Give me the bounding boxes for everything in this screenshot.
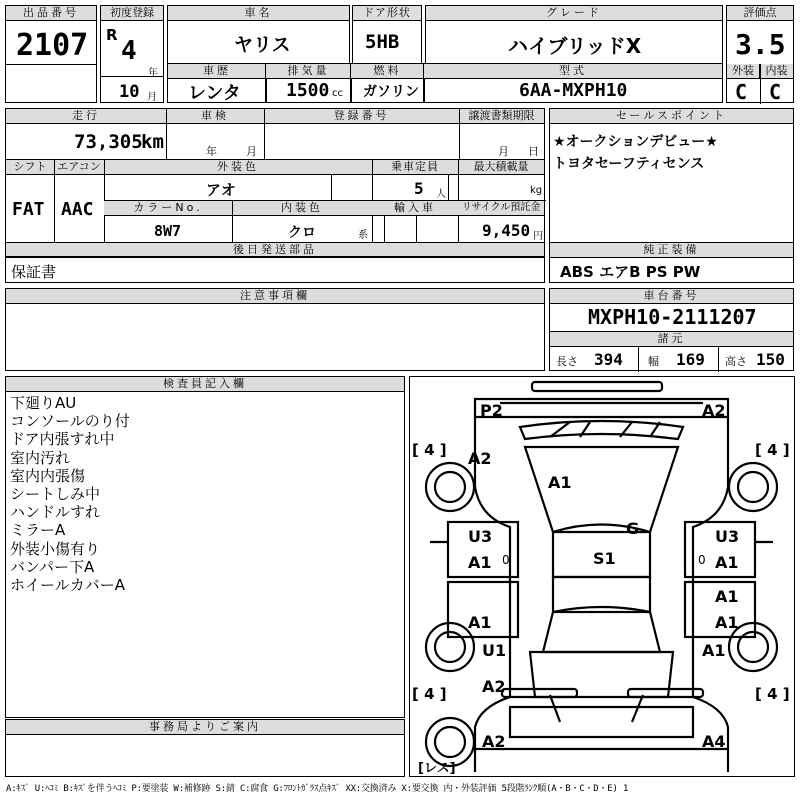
recycle-label: リサイクル預託金 bbox=[458, 201, 544, 216]
hei-value: 150 bbox=[756, 350, 785, 369]
spare-tire: [レス] bbox=[418, 761, 456, 776]
car-outline bbox=[410, 377, 793, 775]
office-label: 事務局よりご案内 bbox=[6, 720, 404, 735]
grade-label: グレード bbox=[426, 6, 722, 21]
history-label: 車歴 bbox=[168, 64, 266, 79]
name-label: 車名 bbox=[168, 6, 349, 21]
lot-label: 出品番号 bbox=[6, 6, 96, 21]
ext-grade: C bbox=[735, 80, 748, 104]
transfer-day: 日 bbox=[528, 145, 539, 158]
mileage-unit: km bbox=[141, 131, 164, 153]
recycle-value: 9,450 bbox=[482, 221, 531, 240]
colorno-value: 8W7 bbox=[154, 222, 182, 240]
inspect-year: 年 bbox=[206, 145, 217, 158]
damage-mark: A2 bbox=[702, 401, 726, 420]
disp-unit: cc bbox=[332, 88, 343, 99]
damage-mark: U1 bbox=[482, 641, 507, 660]
disp-value: 1500 bbox=[286, 80, 330, 101]
wid-value: 169 bbox=[676, 350, 705, 369]
tire-depth: [ 4 ] bbox=[755, 441, 790, 459]
damage-mark: A1 bbox=[715, 553, 739, 572]
sales-line-2: トヨタセーフティセンス bbox=[553, 156, 705, 172]
equip-value: ABS エアB PS PW bbox=[560, 263, 701, 281]
car-name: ヤリス bbox=[234, 34, 291, 56]
door-type: 5HB bbox=[365, 31, 400, 53]
chassis-box bbox=[549, 288, 794, 371]
ac-label: エアコン bbox=[54, 160, 104, 175]
tire-depth: [ 4 ] bbox=[755, 685, 790, 703]
inspector-line: コンソールのり付 bbox=[10, 412, 130, 431]
fuel-label: 燃料 bbox=[351, 64, 424, 79]
car-diagram bbox=[409, 376, 795, 777]
inspector-line: ドア内張すれ中 bbox=[10, 430, 115, 449]
lot-number: 2107 bbox=[16, 28, 89, 63]
equip-label: 純正装備 bbox=[550, 243, 793, 258]
name-box bbox=[167, 5, 350, 65]
load-label: 最大積載量 bbox=[458, 160, 544, 175]
int-grade: C bbox=[769, 80, 782, 104]
inspector-line: 室内内張傷 bbox=[10, 466, 86, 485]
legend: A:ｷｽﾞ U:ﾍｺﾐ B:ｷｽﾞを伴うﾍｺﾐ P:要塗装 W:補修跡 S:錆 C:腐食 G:ﾌﾛﾝﾄｶﾞﾗｽ点ｷｽﾞ XX:交換済み X:要交換 内・外装評価 5段階ﾗﾝｸ順(A・B・C・D・E) 1 bbox=[6, 784, 629, 794]
info-block bbox=[5, 108, 545, 258]
ext-label: 外装 bbox=[727, 64, 760, 79]
inspector-line: 下廻りAU bbox=[10, 394, 77, 412]
later-value: 保証書 bbox=[11, 263, 57, 281]
disp-label: 排気量 bbox=[266, 64, 351, 79]
damage-mark: A1 bbox=[468, 553, 492, 572]
inspector-line: ハンドルすれ bbox=[10, 503, 101, 522]
transfer-month: 月 bbox=[498, 145, 509, 158]
chassis-value: MXPH10-2111207 bbox=[588, 305, 757, 329]
reg-month-unit: 月 bbox=[147, 92, 157, 103]
sales-label: セールスポイント bbox=[550, 109, 793, 124]
lot-box bbox=[5, 5, 97, 103]
score-label: 評価点 bbox=[727, 6, 793, 21]
inspector-line: 外装小傷有り bbox=[10, 539, 101, 558]
load-unit: kg bbox=[530, 185, 543, 196]
sales-line-1: ★オークションデビュー★ bbox=[553, 134, 718, 150]
damage-mark: G bbox=[626, 519, 640, 538]
intcolor-unit: 系 bbox=[358, 230, 368, 241]
sales-box bbox=[549, 108, 794, 244]
reg-era: R bbox=[106, 26, 118, 44]
len-value: 394 bbox=[594, 350, 623, 369]
inspector-lines bbox=[10, 394, 130, 594]
recycle-unit: 円 bbox=[533, 231, 543, 242]
mileage-label: 走行 bbox=[6, 109, 166, 124]
damage-mark: U3 bbox=[715, 527, 740, 546]
fuel-box bbox=[350, 63, 425, 103]
door-box bbox=[352, 5, 422, 65]
capacity-unit: 人 bbox=[436, 189, 446, 200]
transfer-label: 譲渡書類期限 bbox=[459, 109, 544, 124]
wid-label: 幅 bbox=[648, 355, 659, 368]
damage-mark: A1 bbox=[715, 587, 739, 606]
inspector-line: シートしみ中 bbox=[10, 485, 101, 504]
disp-box bbox=[265, 63, 352, 103]
office-box bbox=[5, 719, 405, 777]
model-box bbox=[423, 63, 723, 103]
inspector-line: ミラーA bbox=[10, 521, 66, 540]
inspect-month: 月 bbox=[246, 145, 257, 158]
len-label: 長さ bbox=[556, 355, 578, 368]
damage-mark: A2 bbox=[468, 449, 492, 468]
tire-depth: [ 4 ] bbox=[412, 441, 447, 459]
fuel-value: ガソリン bbox=[363, 84, 419, 100]
notes-label: 注意事項欄 bbox=[6, 289, 544, 304]
shift-label: シフト bbox=[6, 160, 54, 175]
model-label: 型式 bbox=[424, 64, 722, 79]
inspector-line: 室内汚れ bbox=[10, 448, 71, 467]
inspect-label: 車検 bbox=[166, 109, 264, 124]
damage-mark: S1 bbox=[593, 549, 616, 568]
chassis-label: 車台番号 bbox=[550, 289, 793, 304]
score-value: 3.5 bbox=[735, 28, 786, 61]
history-value: レンタ bbox=[188, 83, 241, 104]
later-label: 後日発送部品 bbox=[6, 243, 544, 257]
door-label: ドア形状 bbox=[353, 6, 421, 21]
score-box bbox=[726, 5, 794, 103]
inspector-box bbox=[5, 376, 405, 718]
reg-label: 初度登録 bbox=[101, 6, 163, 21]
grade-value: ハイブリッドX bbox=[508, 34, 642, 58]
inspector-line: ホイールカバーA bbox=[10, 576, 125, 595]
colorno-label: カラーNo. bbox=[104, 201, 232, 216]
regno-label: 登録番号 bbox=[264, 109, 459, 124]
hei-label: 高さ bbox=[725, 355, 747, 368]
tire-depth: [ 4 ] bbox=[412, 685, 447, 703]
capacity-value: 5 bbox=[414, 179, 424, 198]
grade-box bbox=[425, 5, 723, 65]
damage-mark: A4 bbox=[702, 732, 726, 751]
shift-value: FAT bbox=[12, 199, 45, 220]
damage-mark: A1 bbox=[702, 641, 726, 660]
damage-mark: A2 bbox=[482, 732, 506, 751]
equip-box bbox=[549, 242, 794, 283]
damage-mark: A1 bbox=[715, 613, 739, 632]
intcolor-value: クロ bbox=[288, 225, 316, 241]
damage-mark: A2 bbox=[482, 677, 506, 696]
zero-mark: 0 bbox=[698, 553, 706, 567]
capacity-label: 乗車定員 bbox=[372, 160, 458, 175]
import-label: 輸入車 bbox=[372, 201, 458, 216]
inspector-label: 検査員記入欄 bbox=[6, 377, 404, 392]
int-label: 内装 bbox=[760, 64, 793, 79]
color-label: 外装色 bbox=[104, 160, 372, 175]
reg-year-unit: 年 bbox=[148, 68, 158, 79]
model-value: 6AA-MXPH10 bbox=[519, 80, 628, 101]
damage-mark: A1 bbox=[548, 473, 572, 492]
ac-value: AAC bbox=[61, 199, 94, 220]
zero-mark: 0 bbox=[502, 553, 510, 567]
mileage-value: 73,305 bbox=[74, 131, 143, 153]
later-box bbox=[5, 256, 545, 283]
history-box bbox=[167, 63, 267, 103]
reg-month: 10 bbox=[119, 82, 140, 102]
damage-mark: A1 bbox=[468, 613, 492, 632]
dims-label: 諸元 bbox=[550, 331, 793, 347]
intcolor-label: 内装色 bbox=[232, 201, 372, 216]
color-value: アオ bbox=[206, 181, 236, 199]
damage-mark: P2 bbox=[480, 401, 503, 420]
damage-mark: U3 bbox=[468, 527, 493, 546]
notes-box bbox=[5, 288, 545, 371]
reg-box bbox=[100, 5, 164, 103]
reg-year: 4 bbox=[121, 36, 137, 66]
inspector-line: バンパー下A bbox=[10, 557, 95, 576]
